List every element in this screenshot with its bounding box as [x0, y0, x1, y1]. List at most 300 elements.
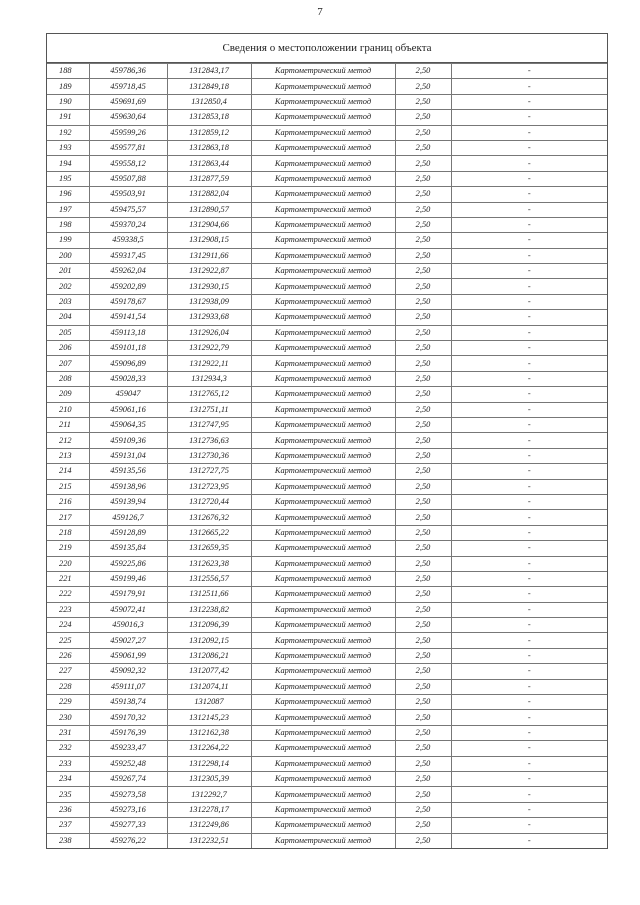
x-coordinate-cell: 459691,69	[89, 94, 167, 109]
accuracy-cell: 2,50	[395, 264, 451, 279]
accuracy-cell: 2,50	[395, 187, 451, 202]
accuracy-cell: 2,50	[395, 64, 451, 79]
extra-cell: -	[451, 710, 607, 725]
extra-cell: -	[451, 433, 607, 448]
extra-cell: -	[451, 325, 607, 340]
table-row	[47, 217, 607, 232]
y-coordinate-cell: 1312720,44	[167, 494, 251, 509]
y-coordinate-cell: 1312922,11	[167, 356, 251, 371]
extra-cell: -	[451, 125, 607, 140]
y-coordinate-cell: 1312911,66	[167, 248, 251, 263]
point-number-cell: 235	[47, 787, 89, 802]
method-cell: Картометрический метод	[251, 417, 395, 432]
coordinates-table	[47, 63, 607, 848]
x-coordinate-cell: 459176,39	[89, 725, 167, 740]
method-cell: Картометрический метод	[251, 695, 395, 710]
y-coordinate-cell: 1312850,4	[167, 94, 251, 109]
method-cell: Картометрический метод	[251, 356, 395, 371]
method-cell: Картометрический метод	[251, 648, 395, 663]
method-cell: Картометрический метод	[251, 433, 395, 448]
y-coordinate-cell: 1312730,36	[167, 448, 251, 463]
table-row	[47, 433, 607, 448]
extra-cell: -	[451, 587, 607, 602]
extra-cell: -	[451, 818, 607, 833]
accuracy-cell: 2,50	[395, 417, 451, 432]
accuracy-cell: 2,50	[395, 448, 451, 463]
y-coordinate-cell: 1312723,95	[167, 479, 251, 494]
table-row	[47, 356, 607, 371]
point-number-cell: 231	[47, 725, 89, 740]
y-coordinate-cell: 1312511,66	[167, 587, 251, 602]
extra-cell: -	[451, 279, 607, 294]
point-number-cell: 234	[47, 771, 89, 786]
x-coordinate-cell: 459178,67	[89, 294, 167, 309]
y-coordinate-cell: 1312086,21	[167, 648, 251, 663]
extra-cell: -	[451, 464, 607, 479]
point-number-cell: 225	[47, 633, 89, 648]
table-row	[47, 494, 607, 509]
table-row	[47, 233, 607, 248]
table-row	[47, 125, 607, 140]
method-cell: Картометрический метод	[251, 833, 395, 848]
table-row	[47, 187, 607, 202]
method-cell: Картометрический метод	[251, 202, 395, 217]
extra-cell: -	[451, 294, 607, 309]
extra-cell: -	[451, 402, 607, 417]
point-number-cell: 206	[47, 341, 89, 356]
accuracy-cell: 2,50	[395, 679, 451, 694]
point-number-cell: 236	[47, 802, 89, 817]
point-number-cell: 221	[47, 571, 89, 586]
method-cell: Картометрический метод	[251, 787, 395, 802]
extra-cell: -	[451, 371, 607, 386]
y-coordinate-cell: 1312298,14	[167, 756, 251, 771]
extra-cell: -	[451, 602, 607, 617]
table-row	[47, 571, 607, 586]
point-number-cell: 197	[47, 202, 89, 217]
accuracy-cell: 2,50	[395, 140, 451, 155]
y-coordinate-cell: 1312922,79	[167, 341, 251, 356]
point-number-cell: 188	[47, 64, 89, 79]
extra-cell: -	[451, 94, 607, 109]
point-number-cell: 216	[47, 494, 89, 509]
y-coordinate-cell: 1312264,22	[167, 741, 251, 756]
x-coordinate-cell: 459064,35	[89, 417, 167, 432]
x-coordinate-cell: 459503,91	[89, 187, 167, 202]
method-cell: Картометрический метод	[251, 94, 395, 109]
method-cell: Картометрический метод	[251, 633, 395, 648]
x-coordinate-cell: 459170,32	[89, 710, 167, 725]
extra-cell: -	[451, 664, 607, 679]
method-cell: Картометрический метод	[251, 264, 395, 279]
method-cell: Картометрический метод	[251, 140, 395, 155]
extra-cell: -	[451, 695, 607, 710]
extra-cell: -	[451, 679, 607, 694]
y-coordinate-cell: 1312676,32	[167, 510, 251, 525]
point-number-cell: 193	[47, 140, 89, 155]
accuracy-cell: 2,50	[395, 618, 451, 633]
point-number-cell: 189	[47, 79, 89, 94]
point-number-cell: 222	[47, 587, 89, 602]
table-row	[47, 741, 607, 756]
x-coordinate-cell: 459599,26	[89, 125, 167, 140]
x-coordinate-cell: 459131,04	[89, 448, 167, 463]
extra-cell: -	[451, 802, 607, 817]
table-row	[47, 248, 607, 263]
point-number-cell: 204	[47, 310, 89, 325]
method-cell: Картометрический метод	[251, 571, 395, 586]
accuracy-cell: 2,50	[395, 464, 451, 479]
table-row	[47, 325, 607, 340]
method-cell: Картометрический метод	[251, 448, 395, 463]
method-cell: Картометрический метод	[251, 294, 395, 309]
point-number-cell: 230	[47, 710, 89, 725]
extra-cell: -	[451, 356, 607, 371]
x-coordinate-cell: 459047	[89, 387, 167, 402]
x-coordinate-cell: 459092,32	[89, 664, 167, 679]
x-coordinate-cell: 459786,36	[89, 64, 167, 79]
method-cell: Картометрический метод	[251, 371, 395, 386]
table-row	[47, 787, 607, 802]
method-cell: Картометрический метод	[251, 725, 395, 740]
point-number-cell: 200	[47, 248, 89, 263]
extra-cell: -	[451, 387, 607, 402]
accuracy-cell: 2,50	[395, 171, 451, 186]
table-row	[47, 648, 607, 663]
table-row	[47, 664, 607, 679]
table-row	[47, 402, 607, 417]
accuracy-cell: 2,50	[395, 833, 451, 848]
table-row	[47, 771, 607, 786]
point-number-cell: 219	[47, 541, 89, 556]
extra-cell: -	[451, 171, 607, 186]
method-cell: Картометрический метод	[251, 171, 395, 186]
accuracy-cell: 2,50	[395, 310, 451, 325]
accuracy-cell: 2,50	[395, 741, 451, 756]
x-coordinate-cell: 459199,46	[89, 571, 167, 586]
accuracy-cell: 2,50	[395, 725, 451, 740]
table-row	[47, 818, 607, 833]
table-row	[47, 79, 607, 94]
x-coordinate-cell: 459252,48	[89, 756, 167, 771]
y-coordinate-cell: 1312305,39	[167, 771, 251, 786]
accuracy-cell: 2,50	[395, 294, 451, 309]
x-coordinate-cell: 459370,24	[89, 217, 167, 232]
x-coordinate-cell: 459096,89	[89, 356, 167, 371]
method-cell: Картометрический метод	[251, 541, 395, 556]
accuracy-cell: 2,50	[395, 494, 451, 509]
method-cell: Картометрический метод	[251, 156, 395, 171]
method-cell: Картометрический метод	[251, 325, 395, 340]
method-cell: Картометрический метод	[251, 187, 395, 202]
page-number: 7	[317, 6, 323, 18]
method-cell: Картометрический метод	[251, 679, 395, 694]
y-coordinate-cell: 1312278,17	[167, 802, 251, 817]
y-coordinate-cell: 1312659,35	[167, 541, 251, 556]
y-coordinate-cell: 1312087	[167, 695, 251, 710]
point-number-cell: 214	[47, 464, 89, 479]
x-coordinate-cell: 459072,41	[89, 602, 167, 617]
x-coordinate-cell: 459577,81	[89, 140, 167, 155]
extra-cell: -	[451, 187, 607, 202]
accuracy-cell: 2,50	[395, 94, 451, 109]
extra-cell: -	[451, 787, 607, 802]
method-cell: Картометрический метод	[251, 664, 395, 679]
method-cell: Картометрический метод	[251, 387, 395, 402]
table-row	[47, 556, 607, 571]
y-coordinate-cell: 1312232,51	[167, 833, 251, 848]
method-cell: Картометрический метод	[251, 217, 395, 232]
x-coordinate-cell: 459225,86	[89, 556, 167, 571]
table-row	[47, 710, 607, 725]
point-number-cell: 212	[47, 433, 89, 448]
accuracy-cell: 2,50	[395, 556, 451, 571]
point-number-cell: 191	[47, 110, 89, 125]
extra-cell: -	[451, 156, 607, 171]
method-cell: Картометрический метод	[251, 125, 395, 140]
point-number-cell: 201	[47, 264, 89, 279]
x-coordinate-cell: 459061,16	[89, 402, 167, 417]
accuracy-cell: 2,50	[395, 802, 451, 817]
accuracy-cell: 2,50	[395, 664, 451, 679]
extra-cell: -	[451, 618, 607, 633]
y-coordinate-cell: 1312162,38	[167, 725, 251, 740]
extra-cell: -	[451, 510, 607, 525]
method-cell: Картометрический метод	[251, 602, 395, 617]
y-coordinate-cell: 1312238,82	[167, 602, 251, 617]
point-number-cell: 232	[47, 741, 89, 756]
method-cell: Картометрический метод	[251, 802, 395, 817]
table-row	[47, 725, 607, 740]
extra-cell: -	[451, 341, 607, 356]
method-cell: Картометрический метод	[251, 64, 395, 79]
x-coordinate-cell: 459718,45	[89, 79, 167, 94]
method-cell: Картометрический метод	[251, 248, 395, 263]
x-coordinate-cell: 459277,33	[89, 818, 167, 833]
extra-cell: -	[451, 494, 607, 509]
table-row	[47, 448, 607, 463]
point-number-cell: 207	[47, 356, 89, 371]
point-number-cell: 211	[47, 417, 89, 432]
y-coordinate-cell: 1312922,87	[167, 264, 251, 279]
accuracy-cell: 2,50	[395, 695, 451, 710]
point-number-cell: 203	[47, 294, 89, 309]
table-row	[47, 294, 607, 309]
point-number-cell: 227	[47, 664, 89, 679]
accuracy-cell: 2,50	[395, 233, 451, 248]
accuracy-cell: 2,50	[395, 402, 451, 417]
table-row	[47, 387, 607, 402]
accuracy-cell: 2,50	[395, 756, 451, 771]
extra-cell: -	[451, 571, 607, 586]
table-row	[47, 587, 607, 602]
x-coordinate-cell: 459276,22	[89, 833, 167, 848]
x-coordinate-cell: 459558,12	[89, 156, 167, 171]
extra-cell: -	[451, 633, 607, 648]
table-row	[47, 264, 607, 279]
x-coordinate-cell: 459273,58	[89, 787, 167, 802]
accuracy-cell: 2,50	[395, 433, 451, 448]
extra-cell: -	[451, 417, 607, 432]
y-coordinate-cell: 1312930,15	[167, 279, 251, 294]
y-coordinate-cell: 1312863,44	[167, 156, 251, 171]
accuracy-cell: 2,50	[395, 587, 451, 602]
y-coordinate-cell: 1312843,17	[167, 64, 251, 79]
table-row	[47, 525, 607, 540]
extra-cell: -	[451, 79, 607, 94]
accuracy-cell: 2,50	[395, 325, 451, 340]
coordinates-table-frame	[46, 33, 608, 849]
x-coordinate-cell: 459507,88	[89, 171, 167, 186]
y-coordinate-cell: 1312074,11	[167, 679, 251, 694]
method-cell: Картометрический метод	[251, 479, 395, 494]
accuracy-cell: 2,50	[395, 541, 451, 556]
y-coordinate-cell: 1312934,3	[167, 371, 251, 386]
accuracy-cell: 2,50	[395, 371, 451, 386]
extra-cell: -	[451, 233, 607, 248]
method-cell: Картометрический метод	[251, 494, 395, 509]
point-number-cell: 238	[47, 833, 89, 848]
y-coordinate-cell: 1312623,38	[167, 556, 251, 571]
point-number-cell: 213	[47, 448, 89, 463]
extra-cell: -	[451, 110, 607, 125]
x-coordinate-cell: 459138,96	[89, 479, 167, 494]
x-coordinate-cell: 459317,45	[89, 248, 167, 263]
table-row	[47, 156, 607, 171]
table-row	[47, 679, 607, 694]
extra-cell: -	[451, 833, 607, 848]
y-coordinate-cell: 1312890,57	[167, 202, 251, 217]
x-coordinate-cell: 459630,64	[89, 110, 167, 125]
point-number-cell: 192	[47, 125, 89, 140]
point-number-cell: 208	[47, 371, 89, 386]
y-coordinate-cell: 1312077,42	[167, 664, 251, 679]
point-number-cell: 224	[47, 618, 89, 633]
extra-cell: -	[451, 248, 607, 263]
method-cell: Картометрический метод	[251, 741, 395, 756]
point-number-cell: 217	[47, 510, 89, 525]
method-cell: Картометрический метод	[251, 79, 395, 94]
extra-cell: -	[451, 648, 607, 663]
method-cell: Картометрический метод	[251, 110, 395, 125]
point-number-cell: 205	[47, 325, 89, 340]
y-coordinate-cell: 1312727,75	[167, 464, 251, 479]
y-coordinate-cell: 1312556,57	[167, 571, 251, 586]
y-coordinate-cell: 1312665,22	[167, 525, 251, 540]
table-row	[47, 833, 607, 848]
x-coordinate-cell: 459138,74	[89, 695, 167, 710]
accuracy-cell: 2,50	[395, 771, 451, 786]
x-coordinate-cell: 459141,54	[89, 310, 167, 325]
point-number-cell: 228	[47, 679, 89, 694]
point-number-cell: 220	[47, 556, 89, 571]
accuracy-cell: 2,50	[395, 356, 451, 371]
accuracy-cell: 2,50	[395, 202, 451, 217]
table-row	[47, 371, 607, 386]
y-coordinate-cell: 1312882,04	[167, 187, 251, 202]
extra-cell: -	[451, 64, 607, 79]
method-cell: Картометрический метод	[251, 233, 395, 248]
x-coordinate-cell: 459179,91	[89, 587, 167, 602]
x-coordinate-cell: 459475,57	[89, 202, 167, 217]
y-coordinate-cell: 1312859,12	[167, 125, 251, 140]
table-row	[47, 464, 607, 479]
y-coordinate-cell: 1312145,23	[167, 710, 251, 725]
accuracy-cell: 2,50	[395, 479, 451, 494]
accuracy-cell: 2,50	[395, 710, 451, 725]
table-row	[47, 695, 607, 710]
table-row	[47, 202, 607, 217]
point-number-cell: 195	[47, 171, 89, 186]
table-row	[47, 802, 607, 817]
x-coordinate-cell: 459126,7	[89, 510, 167, 525]
extra-cell: -	[451, 541, 607, 556]
point-number-cell: 210	[47, 402, 89, 417]
point-number-cell: 199	[47, 233, 89, 248]
table-row	[47, 618, 607, 633]
extra-cell: -	[451, 725, 607, 740]
x-coordinate-cell: 459113,18	[89, 325, 167, 340]
y-coordinate-cell: 1312904,66	[167, 217, 251, 232]
y-coordinate-cell: 1312938,09	[167, 294, 251, 309]
y-coordinate-cell: 1312863,18	[167, 140, 251, 155]
x-coordinate-cell: 459027,27	[89, 633, 167, 648]
x-coordinate-cell: 459338,5	[89, 233, 167, 248]
x-coordinate-cell: 459262,04	[89, 264, 167, 279]
method-cell: Картометрический метод	[251, 464, 395, 479]
point-number-cell: 223	[47, 602, 89, 617]
x-coordinate-cell: 459202,89	[89, 279, 167, 294]
method-cell: Картометрический метод	[251, 587, 395, 602]
point-number-cell: 209	[47, 387, 89, 402]
method-cell: Картометрический метод	[251, 818, 395, 833]
y-coordinate-cell: 1312765,12	[167, 387, 251, 402]
x-coordinate-cell: 459061,99	[89, 648, 167, 663]
x-coordinate-cell: 459028,33	[89, 371, 167, 386]
extra-cell: -	[451, 217, 607, 232]
table-row	[47, 541, 607, 556]
table-row	[47, 510, 607, 525]
accuracy-cell: 2,50	[395, 248, 451, 263]
point-number-cell: 218	[47, 525, 89, 540]
point-number-cell: 202	[47, 279, 89, 294]
accuracy-cell: 2,50	[395, 571, 451, 586]
x-coordinate-cell: 459128,89	[89, 525, 167, 540]
method-cell: Картометрический метод	[251, 525, 395, 540]
x-coordinate-cell: 459111,07	[89, 679, 167, 694]
point-number-cell: 237	[47, 818, 89, 833]
point-number-cell: 196	[47, 187, 89, 202]
accuracy-cell: 2,50	[395, 648, 451, 663]
table-row	[47, 341, 607, 356]
x-coordinate-cell: 459135,84	[89, 541, 167, 556]
point-number-cell: 226	[47, 648, 89, 663]
point-number-cell: 190	[47, 94, 89, 109]
method-cell: Картометрический метод	[251, 771, 395, 786]
y-coordinate-cell: 1312292,7	[167, 787, 251, 802]
y-coordinate-cell: 1312933,68	[167, 310, 251, 325]
accuracy-cell: 2,50	[395, 602, 451, 617]
accuracy-cell: 2,50	[395, 818, 451, 833]
extra-cell: -	[451, 525, 607, 540]
extra-cell: -	[451, 310, 607, 325]
extra-cell: -	[451, 448, 607, 463]
method-cell: Картометрический метод	[251, 279, 395, 294]
y-coordinate-cell: 1312908,15	[167, 233, 251, 248]
accuracy-cell: 2,50	[395, 217, 451, 232]
x-coordinate-cell: 459267,74	[89, 771, 167, 786]
extra-cell: -	[451, 741, 607, 756]
